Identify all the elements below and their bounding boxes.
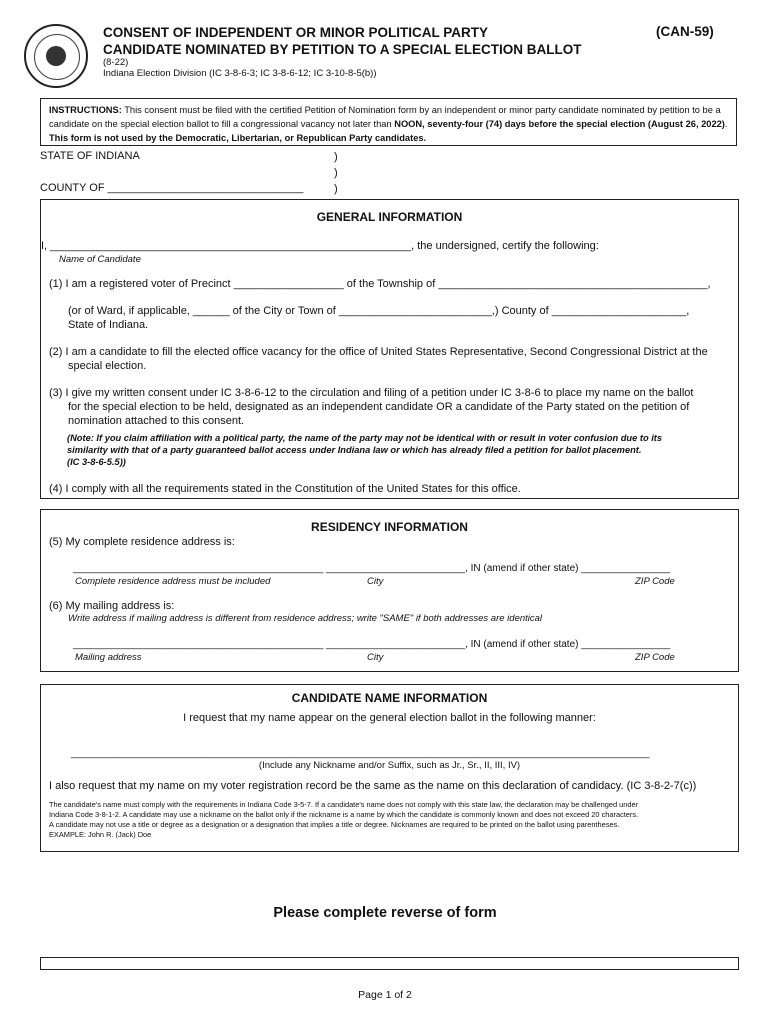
instructions-line-1 xyxy=(49,103,728,117)
title-line-2: CANDIDATE NOMINATED BY PETITION TO A SPECIAL ELECTION BALLOT xyxy=(103,42,582,57)
election-division: Indiana Election Division (IC 3-8-6-3; IC 3-8-6-12; IC 3-10-8-5(b)) xyxy=(103,68,377,79)
instructions-text-2a: candidate on the special election ballot to fill a congressional vacancy not later than xyxy=(49,119,395,129)
party-note-line-2: similarity with that of a party guaranteed ballot access under Indiana law or which has already filed a petition for ballot placement. xyxy=(67,445,642,455)
general-information-heading: GENERAL INFORMATION xyxy=(316,210,463,224)
residence-address-field[interactable]: _____________________________________________ _________________________, IN (amend if other state) ________________ xyxy=(73,563,671,574)
item-6: (6) My mailing address is: xyxy=(49,600,175,612)
nickname-suffix-hint: (Include any Nickname and/or Suffix, such as Jr., Sr., II, III, IV) xyxy=(258,760,521,771)
general-information-section xyxy=(40,199,739,499)
venue-paren-1: ) xyxy=(334,151,338,163)
party-note-line-3: (IC 3-8-6-5.5)) xyxy=(67,457,126,467)
mailing-address-caption: Mailing address xyxy=(75,652,142,663)
item-3-line-1: (3) I give my written consent under IC 3-8-6-12 to the circulation and filing of a petition under IC 3-8-6 to place my name on the ballot xyxy=(49,387,694,399)
item-1-ward[interactable]: (or of Ward, if applicable, ______ of the City or Town of _________________________,) County of ______________________, xyxy=(68,305,690,317)
item-2-line-1: (2) I am a candidate to fill the elected office vacancy for the office of United States Representative, Second Congressional District at the xyxy=(49,346,708,358)
mailing-address-field[interactable]: _____________________________________________ _________________________, IN (amend if other state) ________________ xyxy=(73,639,671,650)
mailing-zip-caption: ZIP Code xyxy=(635,652,675,663)
item-1-state: State of Indiana. xyxy=(68,319,149,331)
ballot-name-request: I request that my name appear on the general election ballot in the following manner: xyxy=(183,712,596,724)
footer-bar xyxy=(40,957,739,970)
ballot-name-field[interactable]: ________________________________________________________________________________________________________ xyxy=(71,748,650,759)
instructions-line-2 xyxy=(49,117,728,131)
item-1-precinct[interactable]: (1) I am a registered voter of Precinct __________________ of the Township of ____________________________________________, xyxy=(49,278,711,290)
voter-registration-request: I also request that my name on my voter registration record be the same as the name on this declaration of candidacy. (IC 3-8-2-7(c)) xyxy=(49,780,697,792)
name-rules-example: EXAMPLE: John R. (Jack) Doe xyxy=(49,830,152,839)
name-rules-line-3: A candidate may not use a title or degree as a designation or a designation that implies a title or degree. Nicknames are required to be printed on the ballot using parentheses. xyxy=(49,820,620,829)
residence-city-caption: City xyxy=(367,576,384,587)
item-5: (5) My complete residence address is: xyxy=(49,536,235,548)
mailing-address-note: Write address if mailing address is different from residence address; write "SAME" if both addresses are identical xyxy=(68,613,543,624)
item-3-line-2: for the special election to be held, designated as an independent candidate OR a candidate of the Party stated on the petition of xyxy=(68,401,690,413)
residency-information-section xyxy=(40,509,739,672)
residency-information-heading: RESIDENCY INFORMATION xyxy=(311,520,468,534)
form-title xyxy=(103,24,582,58)
instructions-deadline: NOON, seventy-four (74) days before the special election (August 26, 2022) xyxy=(394,119,725,129)
residence-address-caption: Complete residence address must be included xyxy=(75,576,271,587)
indiana-state-seal xyxy=(24,24,88,88)
seal-center-icon xyxy=(46,46,66,66)
form-number: (CAN-59) xyxy=(656,24,714,39)
county-field[interactable]: COUNTY OF ________________________________ xyxy=(40,182,304,194)
candidate-name-field[interactable]: I, ___________________________________________________________, the undersigned, certify the following: xyxy=(41,240,599,252)
title-line-1: CONSENT OF INDEPENDENT OR MINOR POLITICAL PARTY xyxy=(103,25,489,40)
residence-zip-caption: ZIP Code xyxy=(635,576,675,587)
page-number: Page 1 of 2 xyxy=(358,989,412,1001)
instructions-text-2c: . xyxy=(724,119,728,129)
item-4: (4) I comply with all the requirements stated in the Constitution of the United States for this office. xyxy=(49,483,521,495)
mailing-city-caption: City xyxy=(367,652,384,663)
name-rules-line-1: The candidate's name must comply with the requirements in Indiana Code 3-5-7. If a candidate's name does not comply with this state law, the declaration may be challenged under xyxy=(49,800,639,809)
venue-paren-2: ) xyxy=(334,167,338,179)
name-rules-line-2: Indiana Code 3-8-1-2. A candidate may use a nickname on the ballot only if the nickname is a name by which the candidate is commonly known and does not exceed 20 characters. xyxy=(49,810,639,819)
candidate-name-heading: CANDIDATE NAME INFORMATION xyxy=(291,691,488,705)
candidate-name-section xyxy=(40,684,739,852)
instructions-text-1: This consent must be filed with the certified Petition of Nomination form by an independent or minor party candidate nominated by petition to be a xyxy=(124,105,721,115)
state-label: STATE OF INDIANA xyxy=(40,150,140,162)
revision-date: (8-22) xyxy=(103,57,129,68)
complete-reverse-notice: Please complete reverse of form xyxy=(273,905,497,921)
instructions-label: INSTRUCTIONS: xyxy=(49,105,122,115)
instructions-line-3: This form is not used by the Democratic, Libertarian, or Republican Party candidates. xyxy=(49,133,427,143)
item-2-line-2: special election. xyxy=(68,360,147,372)
instructions-box xyxy=(40,98,737,146)
item-3-line-3: nomination attached to this consent. xyxy=(68,415,245,427)
party-note-line-1: (Note: If you claim affiliation with a political party, the name of the party may not be identical with or result in voter confusion due to its xyxy=(67,433,663,443)
candidate-name-caption: Name of Candidate xyxy=(59,254,141,265)
venue-paren-3: ) xyxy=(334,183,338,195)
